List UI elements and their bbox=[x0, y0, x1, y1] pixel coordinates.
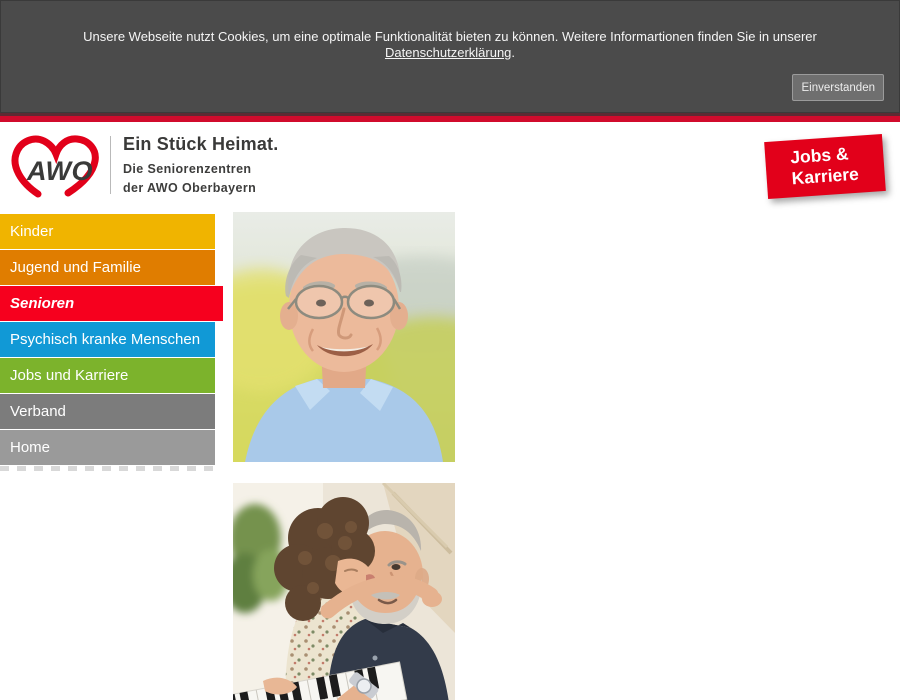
nav-item-senioren[interactable]: Senioren bbox=[0, 286, 223, 321]
main-nav bbox=[0, 214, 224, 471]
nav-item-kinder[interactable]: Kinder bbox=[0, 214, 215, 249]
cookie-message bbox=[1, 29, 899, 61]
nav-item-psychisch-kranke-menschen[interactable]: Psychisch kranke Menschen bbox=[0, 322, 215, 357]
jobs-badge-line2: Karriere bbox=[791, 163, 860, 189]
cookie-message-period: . bbox=[511, 45, 516, 60]
awo-logo[interactable] bbox=[10, 128, 278, 204]
logo-tagline: Ein Stück Heimat. bbox=[123, 134, 279, 154]
logo-subtitle-line2: der AWO Oberbayern bbox=[123, 181, 257, 195]
logo-text bbox=[123, 128, 278, 198]
photo-senior-couple-piano bbox=[233, 483, 455, 700]
nav-torn-edge bbox=[0, 466, 215, 471]
nav-item-home[interactable]: Home bbox=[0, 430, 215, 465]
awo-heart-icon bbox=[10, 128, 102, 204]
nav-item-verband[interactable]: Verband bbox=[0, 394, 215, 429]
privacy-policy-link[interactable]: Datenschutzerklärung bbox=[384, 45, 512, 60]
nav-item-jugend-und-familie[interactable]: Jugend und Familie bbox=[0, 250, 215, 285]
cookie-accept-button[interactable]: Einverstanden bbox=[792, 74, 884, 101]
nav-item-jobs-und-karriere[interactable]: Jobs und Karriere bbox=[0, 358, 215, 393]
jobs-badge-line1: Jobs & bbox=[789, 143, 850, 168]
cookie-banner bbox=[0, 0, 900, 113]
jobs-karriere-badge[interactable] bbox=[764, 134, 886, 199]
logo-divider bbox=[110, 136, 111, 194]
cookie-message-text: Unsere Webseite nutzt Cookies, um eine optimale Funktionalität bieten zu können. Weitere Informartionen finden Sie in unserer bbox=[83, 29, 817, 44]
logo-subtitle-line1: Die Seniorenzentren bbox=[123, 162, 252, 176]
photo-senior-man bbox=[233, 212, 455, 462]
header-accent-line bbox=[0, 116, 900, 122]
svg-text:AWO: AWO bbox=[27, 156, 93, 186]
